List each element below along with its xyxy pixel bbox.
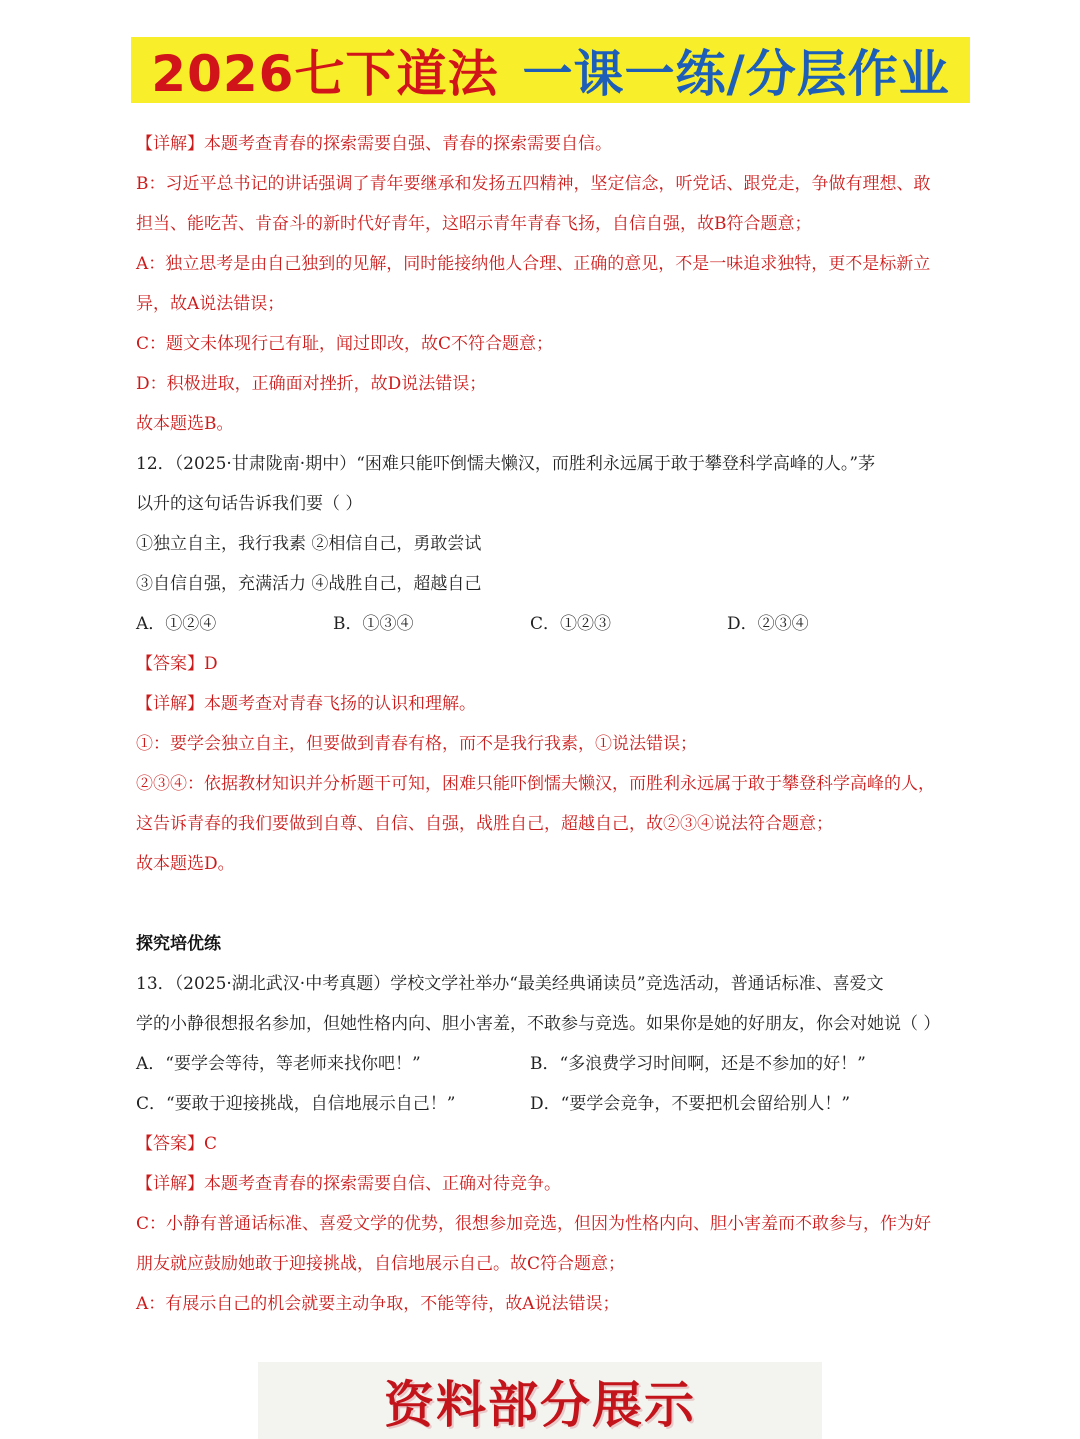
explanation-line: A：有展示自己的机会就要主动争取，不能等待，故A说法错误； xyxy=(136,1294,620,1314)
explanation-line: B：习近平总书记的讲话强调了青年要继承和发扬五四精神，坚定信念，听党话、跟党走，争做有理想、敢 xyxy=(136,174,931,194)
explanation-line: A：独立思考是由自己独到的见解，同时能接纳他人合理、正确的意见，不是一味追求独特，更不是标新立 xyxy=(136,254,931,274)
question-13-stem: 13．（2025·湖北武汉·中考真题）学校文学社举办“最美经典诵读员”竞选活动，普通话标准、喜爱文 xyxy=(136,974,884,994)
title-banner xyxy=(131,37,970,103)
explanation-line: 朋友就应鼓励她敢于迎接挑战，自信地展示自己。故C符合题意； xyxy=(136,1254,626,1274)
question-12-stem: 12．（2025·甘肃陇南·期中）“困难只能吓倒懦夫懒汉，而胜利永远属于敢于攀登科学高峰的人。”茅 xyxy=(136,454,876,474)
explanation-line: C：小静有普通话标准、喜爱文学的优势，很想参加竞选，但因为性格内向、胆小害羞而不敢参与，作为好 xyxy=(136,1214,932,1234)
explanation-line: 故本题选D。 xyxy=(136,854,235,874)
section-heading: 探究培优练 xyxy=(136,934,221,954)
footer-banner: 资料部分展示 xyxy=(258,1362,822,1439)
banner-title-part1: 2026七下道法 xyxy=(151,45,499,103)
q13-option-d: D．“要学会竞争，不要把机会留给别人！” xyxy=(530,1094,851,1114)
question-12-item: ③自信自强，充满活力 ④战胜自己，超越自己 xyxy=(136,574,482,594)
q12-option-c: C．①②③ xyxy=(530,614,612,634)
q12-option-b: B．①③④ xyxy=(333,614,414,634)
explanation-line: D：积极进取，正确面对挫折，故D说法错误； xyxy=(136,374,487,394)
explanation-line: 担当、能吃苦、肯奋斗的新时代好青年，这昭示青年青春飞扬，自信自强，故B符合题意； xyxy=(136,214,812,234)
q13-option-c: C．“要敢于迎接挑战，自信地展示自己！” xyxy=(136,1094,456,1114)
banner-title-part2: 一课一练/分层作业 xyxy=(522,45,950,103)
explanation-line: ①：要学会独立自主，但要做到青春有格，而不是我行我素，①说法错误； xyxy=(136,734,697,754)
explanation-line: 故本题选B。 xyxy=(136,414,234,434)
q12-option-d: D．②③④ xyxy=(727,614,809,634)
question-12-item: ①独立自主，我行我素 ②相信自己，勇敢尝试 xyxy=(136,534,482,554)
q13-option-b: B．“多浪费学习时间啊，还是不参加的好！” xyxy=(530,1054,866,1074)
explanation-line: 【详解】本题考查青春的探索需要自信、正确对待竞争。 xyxy=(136,1174,561,1194)
question-13-stem: 学的小静很想报名参加，但她性格内向、胆小害羞，不敢参与竞选。如果你是她的好朋友，你会对她说（ ） xyxy=(136,1014,941,1034)
question-12-stem: 以升的这句话告诉我们要（ ） xyxy=(136,494,363,514)
explanation-line: C：题文未体现行己有耻，闻过即改，故C不符合题意； xyxy=(136,334,554,354)
explanation-line: 这告诉青春的我们要做到自尊、自信、自强，战胜自己，超越自己，故②③④说法符合题意； xyxy=(136,814,833,834)
q13-option-a: A．“要学会等待，等老师来找你吧！” xyxy=(136,1054,421,1074)
answer-line: 【答案】D xyxy=(136,654,218,674)
explanation-line: 【详解】本题考查青春的探索需要自强、青春的探索需要自信。 xyxy=(136,134,612,154)
explanation-line: 异，故A说法错误； xyxy=(136,294,285,314)
q12-option-a: A．①②④ xyxy=(136,614,217,634)
explanation-line: 【详解】本题考查对青春飞扬的认识和理解。 xyxy=(136,694,476,714)
answer-line: 【答案】C xyxy=(136,1134,218,1154)
explanation-line: ②③④：依据教材知识并分析题干可知，困难只能吓倒懦夫懒汉，而胜利永远属于敢于攀登科学高峰的人， xyxy=(136,774,935,794)
